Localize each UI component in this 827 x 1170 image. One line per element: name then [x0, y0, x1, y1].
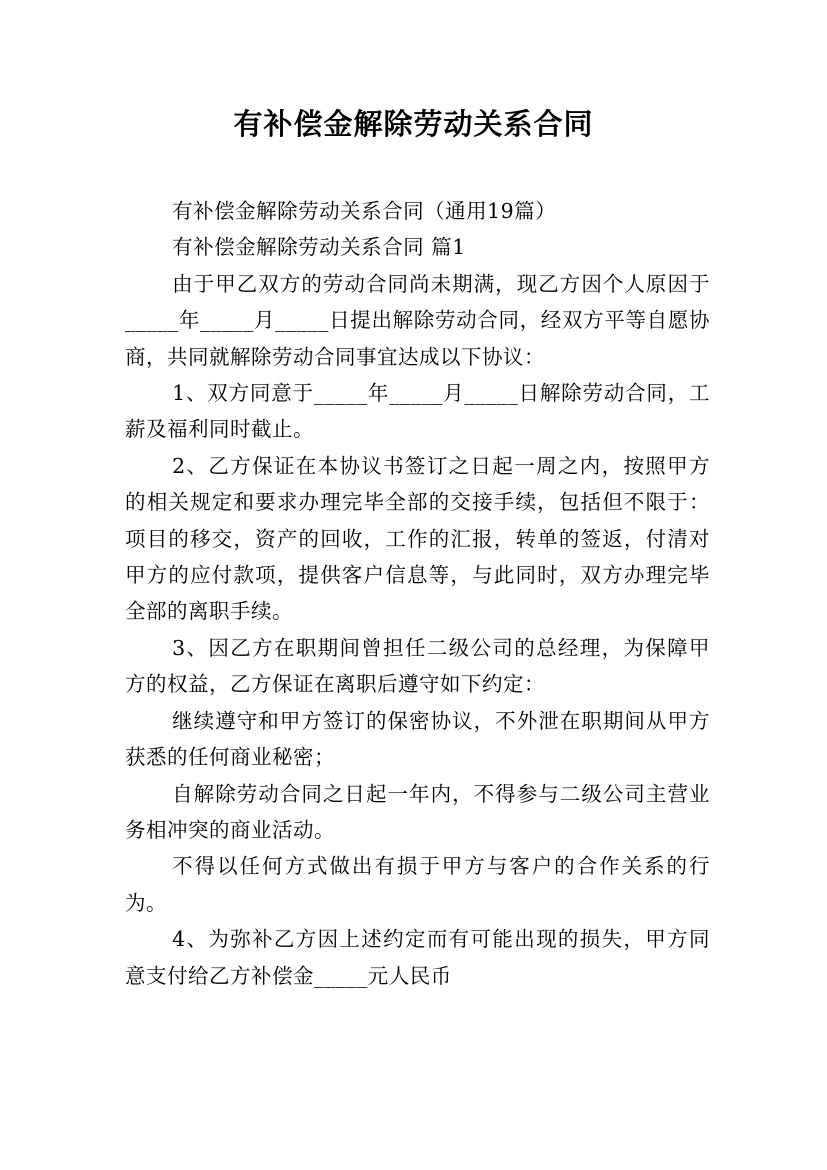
paragraph-clause-2: 2、乙方保证在本协议书签订之日起一周之内，按照甲方的相关规定和要求办理完毕全部的交接手续，包括但不限于：项目的移交，资产的回收，工作的汇报，转单的签返，付清对甲方的应付款项，提供客户信息等，与此同时，双方办理完毕全部的离职手续。: [125, 453, 710, 624]
paragraph-clause-1: 1、双方同意于_____年_____月_____日解除劳动合同，工薪及福利同时截止。: [125, 381, 710, 442]
paragraph-intro: 由于甲乙双方的劳动合同尚未期满，现乙方因个人原因于_____年_____月_____日提出解除劳动合同，经双方平等自愿协商，共同就解除劳动合同事宜达成以下协议：: [125, 271, 710, 369]
paragraph-clause-3-item-1: 继续遵守和甲方签订的保密协议，不外泄在职期间从甲方获悉的任何商业秘密；: [125, 708, 710, 770]
paragraph-section-heading: 有补偿金解除劳动关系合同 篇1: [172, 235, 466, 260]
paragraph-clause-3-item-2: 自解除劳动合同之日起一年内，不得参与二级公司主营业务相冲突的商业活动。: [125, 781, 710, 842]
paragraph-subtitle: 有补偿金解除劳动关系合同（通用19篇）: [172, 199, 557, 223]
paragraph-clause-3: 3、因乙方在职期间曾担任二级公司的总经理，为保障甲方的权益，乙方保证在离职后遵守如下约定：: [125, 635, 710, 697]
paragraph-clause-3-item-3: 不得以任何方式做出有损于甲方与客户的合作关系的行为。: [125, 854, 710, 915]
document-title: 有补偿金解除劳动关系合同: [233, 107, 594, 141]
paragraph-clause-4: 4、为弥补乙方因上述约定而有可能出现的损失，甲方同意支付给乙方补偿金_____元人民币: [125, 927, 710, 988]
document-body: [125, 193, 710, 994]
